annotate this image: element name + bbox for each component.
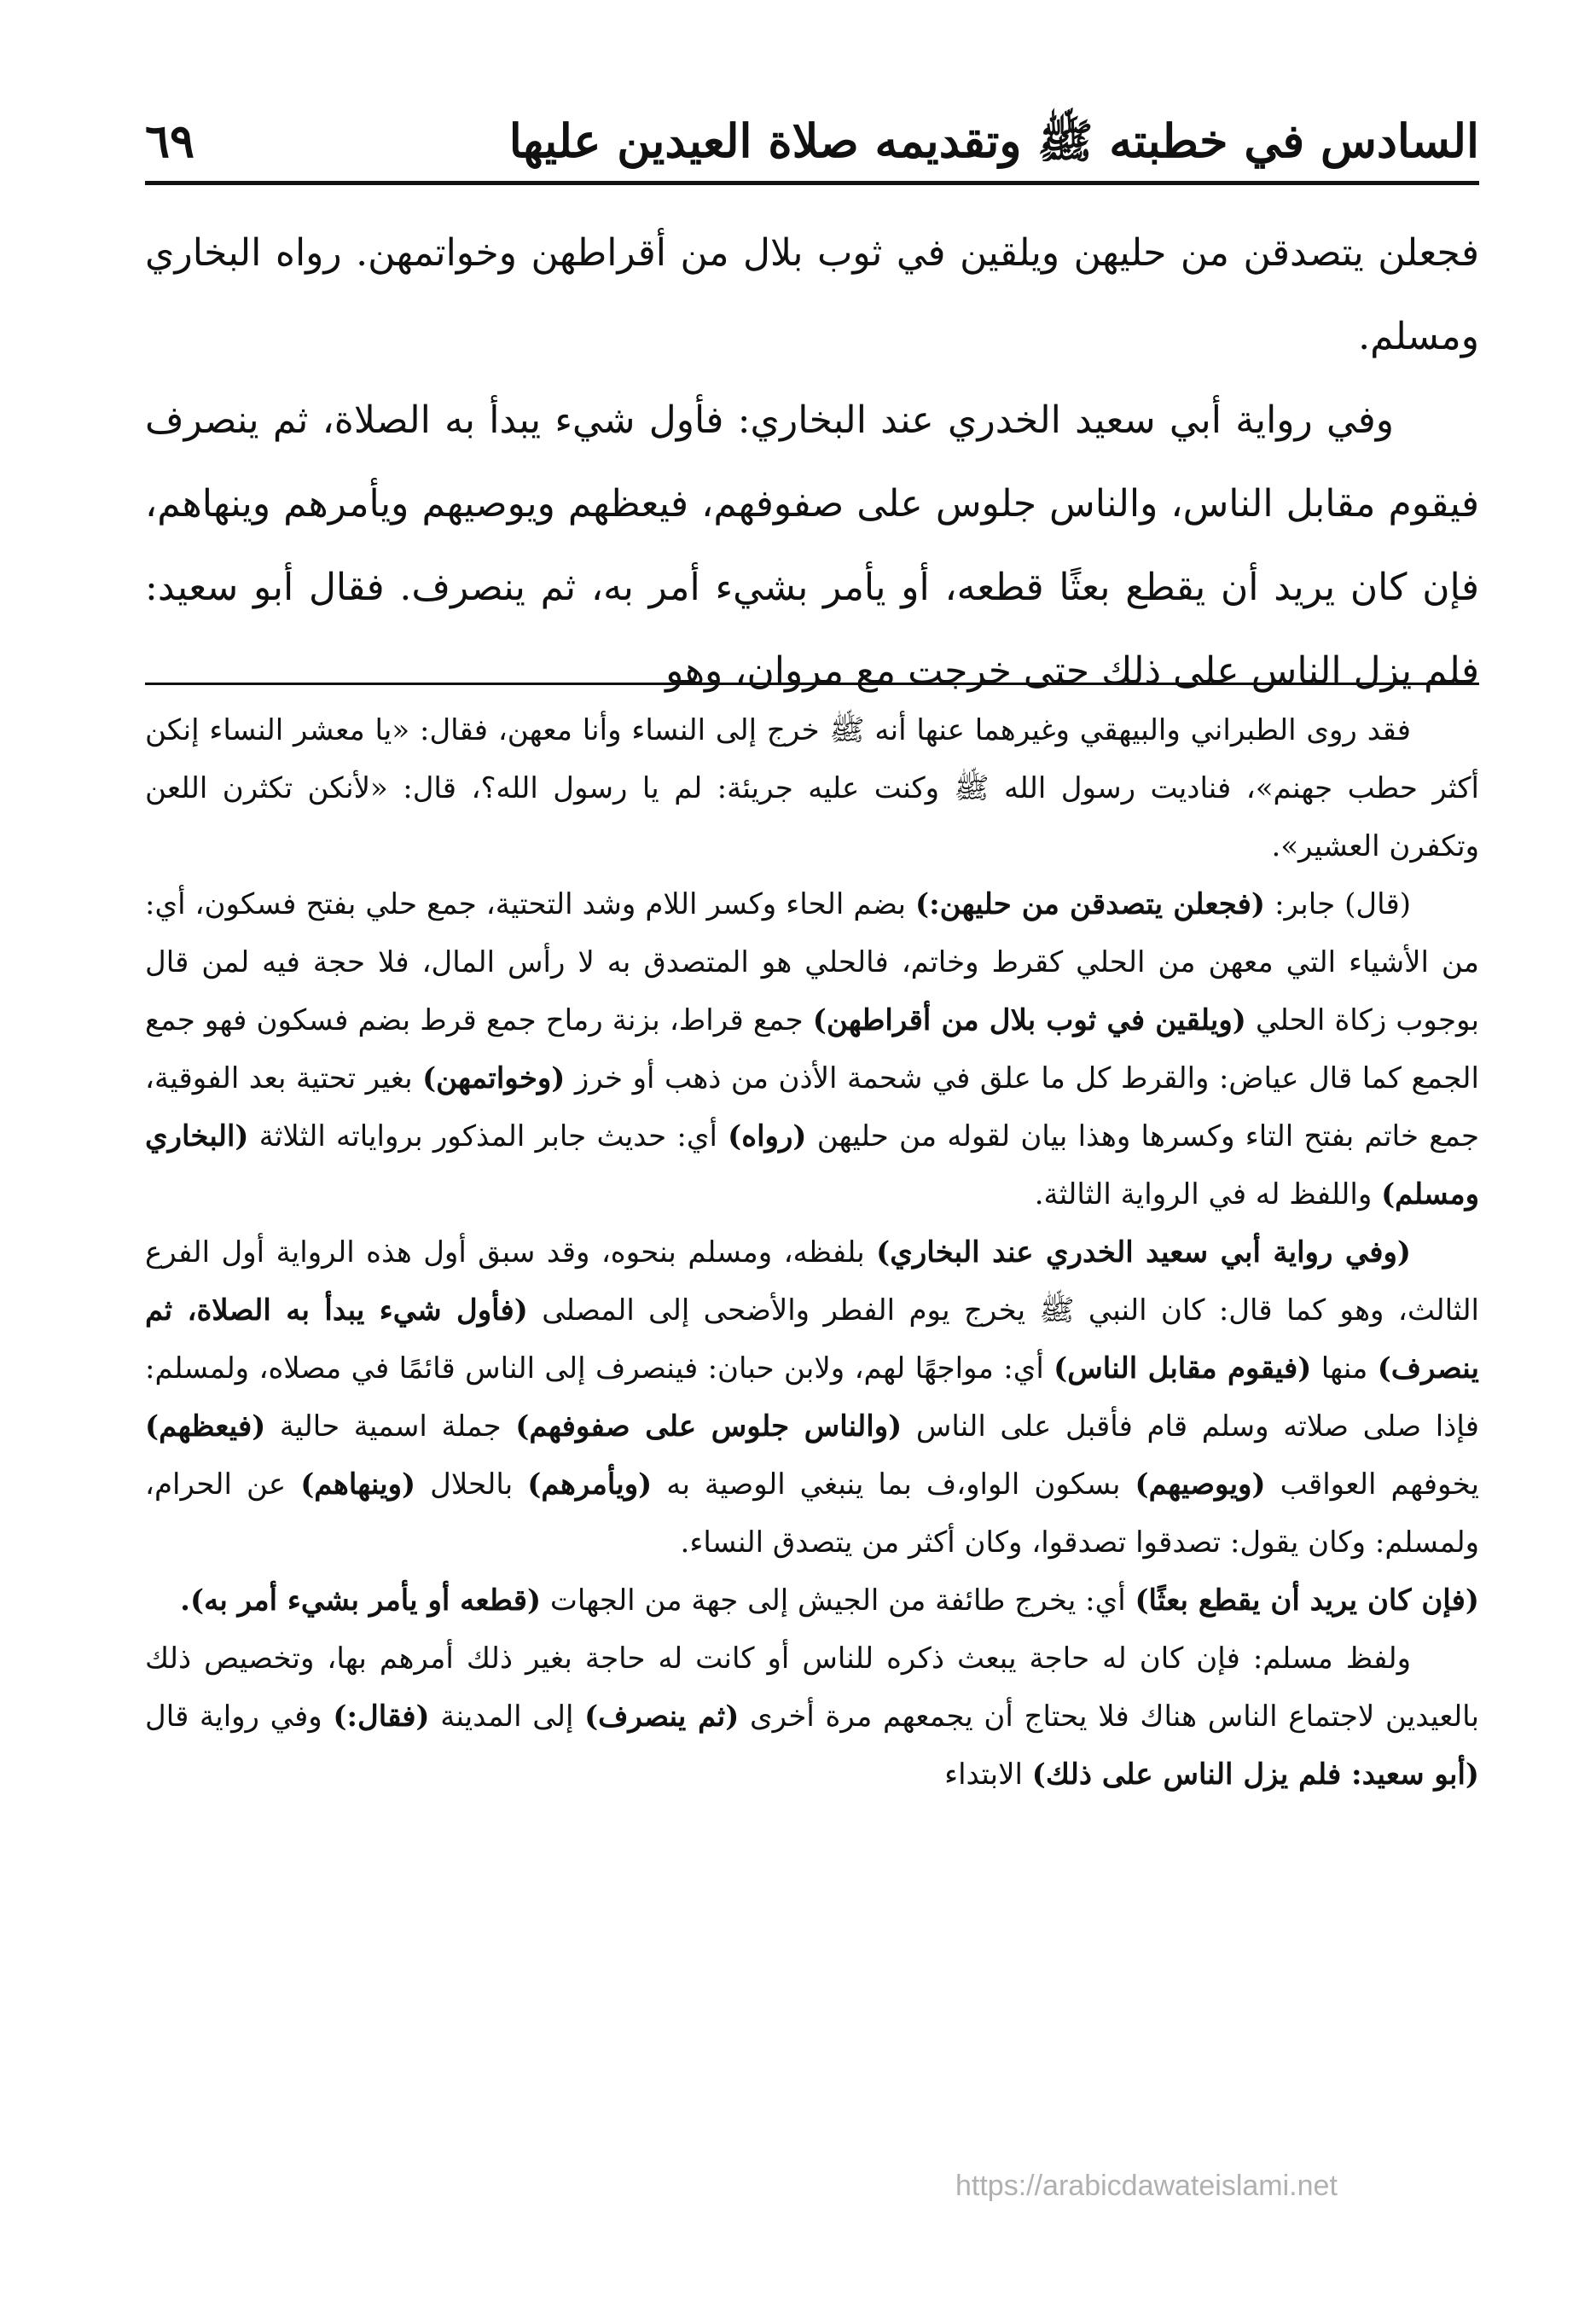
commentary-paragraph xyxy=(145,1630,1479,1804)
page-header xyxy=(145,102,1479,179)
commentary-text: منها xyxy=(1311,1351,1378,1386)
main-paragraph: فجعلن يتصدقن من حليهن ويلقين في ثوب بلال من أقراطهن وخواتمهن. رواه البخاري ومسلم. xyxy=(145,231,1479,358)
commentary-text: جملة اسمية حالية xyxy=(265,1409,516,1444)
commentary-text: بغير تحتية بعد الفوقية، جمع خاتم بفتح التاء وكسرها وهذا بيان لقوله من حليهن xyxy=(145,1061,1479,1153)
quoted-phrase: (ويوصيهم) xyxy=(1135,1467,1266,1502)
footnote-divider xyxy=(145,683,1479,685)
commentary-paragraph xyxy=(145,1572,1479,1630)
header-divider xyxy=(145,181,1479,185)
commentary-text: الابتداء xyxy=(944,1758,1032,1792)
commentary-text: ولفظ مسلم: فإن كان له حاجة يبعث ذكره للناس أو كانت له حاجة بغير ذلك أمرهم بها، وتخصيص ذلك بالعيدين لاجتماع الناس هناك فلا يحتاج أن يجمعهم مرة أخرى xyxy=(145,1641,1479,1734)
quoted-phrase: (فقال:) xyxy=(333,1699,430,1734)
quoted-phrase: (البخاري ومسلم) xyxy=(145,1119,1479,1211)
commentary xyxy=(145,701,1479,1804)
quoted-phrase: (ويلقين في ثوب بلال من أقراطهن) xyxy=(812,1003,1246,1037)
quoted-phrase: (وفي رواية أبي سعيد الخدري عند البخاري) xyxy=(876,1235,1411,1269)
commentary-text: أي: مواجهًا لهم، ولابن حبان: فينصرف إلى الناس قائمًا في مصلاه، ولمسلم: فإذا صلى صلاته وسلم قام فأقبل على الناس xyxy=(145,1351,1479,1444)
commentary-text: واللفظ له في الرواية الثالثة. xyxy=(1034,1177,1382,1211)
quoted-phrase: (فجعلن يتصدقن من حليهن:) xyxy=(915,887,1266,921)
quoted-phrase: (فأول شيء يبدأ به الصلاة، ثم ينصرف) xyxy=(145,1293,1479,1386)
quoted-phrase: (أبو سعيد: فلم يزل الناس على ذلك) xyxy=(1031,1758,1479,1792)
commentary-text: بالحلال xyxy=(415,1467,528,1502)
commentary-text: بضم الحاء وكسر اللام وشد التحتية، جمع حلي بفتح فسكون، أي: من الأشياء التي معهن من الحلي كقرط وخاتم، فالحلي هو المتصدق به لا رأس المال، فلا حجة فيه لمن قال بوجوب زكاة الحلي xyxy=(145,887,1480,1037)
quoted-phrase: (قطعه أو يأمر بشيء أمر به). xyxy=(180,1583,542,1618)
commentary-text: (قال) جابر: xyxy=(1265,887,1411,921)
commentary-paragraph xyxy=(145,875,1479,1223)
quoted-phrase: (وينهاهم) xyxy=(300,1467,416,1502)
commentary-text: وفي رواية قال xyxy=(145,1699,334,1734)
commentary-paragraph: فقد روى الطبراني والبيهقي وغيرهما عنها أنه ﷺ خرج إلى النساء وأنا معهن، فقال: «يا معشر النساء إنكن أكثر حطب جهنم»، فناديت رسول الله ﷺ وكنت عليه جريئة: لم يا رسول الله؟، قال: «لأنكن تكثرن اللعن وتكفرن العشير». xyxy=(145,713,1479,863)
commentary-text: أي: يخرج طائفة من الجيش إلى جهة من الجهات xyxy=(541,1583,1135,1618)
main-text xyxy=(145,212,1479,713)
quoted-phrase: (ويأمرهم) xyxy=(527,1467,653,1502)
commentary-paragraph xyxy=(145,1223,1479,1572)
quoted-phrase: (ثم ينصرف) xyxy=(584,1699,740,1734)
commentary-text: أي: حديث جابر المذكور برواياته الثلاثة xyxy=(248,1119,728,1153)
watermark-url: https://arabicdawateislami.net xyxy=(955,2170,1338,2202)
commentary-text: بلفظه، ومسلم بنحوه، وقد سبق أول هذه الرواية أول الفرع الثالث، وهو كما قال: كان النبي ﷺ يخرج يوم الفطر والأضحى إلى المصلى xyxy=(145,1235,1479,1328)
commentary-text: عن الحرام، ولمسلم: وكان يقول: تصدقوا تصدقوا، وكان أكثر من يتصدق النساء. xyxy=(145,1467,1479,1560)
commentary-text: يخوفهم العواقب xyxy=(1265,1467,1479,1502)
commentary-text: جمع قراط، بزنة رماح جمع قرط بضم فسكون فهو جمع الجمع كما قال عياض: والقرط كل ما علق في شحمة الأذن من ذهب أو خرز xyxy=(145,1003,1479,1095)
main-paragraph: وفي رواية أبي سعيد الخدري عند البخاري: فأول شيء يبدأ به الصلاة، ثم ينصرف فيقوم مقابل الناس، والناس جلوس على صفوفهم، فيعظهم ويوصيهم ويأمرهم وينهاهم، فإن كان يريد أن يقطع بعثًا قطعه، أو يأمر بشيء أمر به، ثم ينصرف. فقال أبو سعيد: فلم يزل الناس على ذلك حتى خرجت مع مروان، وهو xyxy=(145,398,1479,693)
commentary-text: بسكون الواو،ف بما ينبغي الوصية به xyxy=(652,1467,1135,1502)
page-number: ٦٩ xyxy=(145,113,195,168)
quoted-phrase: (والناس جلوس على صفوفهم) xyxy=(515,1409,903,1444)
running-title: السادس في خطبته ﷺ وتقديمه صلاة العيدين عليها xyxy=(508,113,1479,168)
commentary-text: إلى المدينة xyxy=(429,1699,585,1734)
quoted-phrase: (فيعظهم) xyxy=(145,1409,266,1444)
quoted-phrase: (فيقوم مقابل الناس) xyxy=(1054,1351,1312,1386)
quoted-phrase: (فإن كان يريد أن يقطع بعثًا) xyxy=(1135,1583,1479,1618)
quoted-phrase: (رواه) xyxy=(728,1119,807,1153)
quoted-phrase: (وخواتمهن) xyxy=(422,1061,566,1095)
